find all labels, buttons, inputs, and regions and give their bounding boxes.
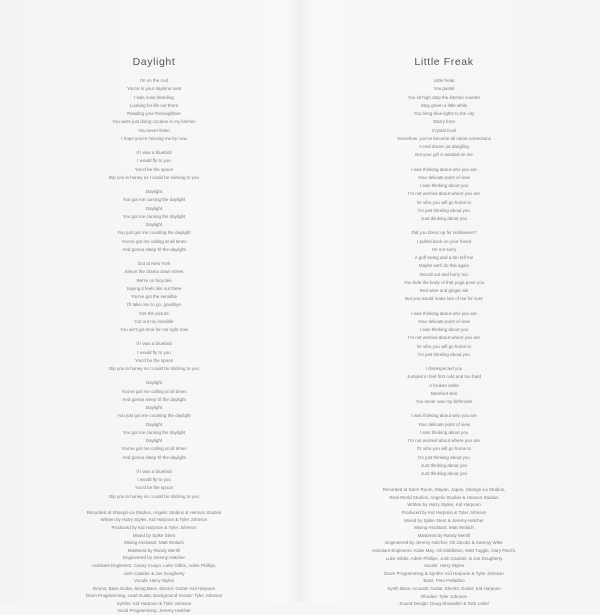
lyric-line: Red wine and ginger ale: [419, 288, 469, 293]
stanza: [24, 340, 284, 373]
lyric-line: I was thinking about who you are: [411, 413, 477, 419]
lyric-line: Starry from: [432, 119, 456, 125]
lyric-line: If I was a bluebird: [136, 341, 172, 347]
credit-line: Produced by Kid Harpoon & Tyler Johnson: [111, 524, 197, 530]
lyric-line: You hide the body of that yoga pose you: [403, 279, 485, 285]
credit-line: Mixed by Spike Stent & Jeremy Hatcher: [404, 517, 484, 523]
lyric-line: Cut out my invisible: [134, 318, 174, 324]
credit-line: Bass: Pino Palladino: [423, 578, 465, 584]
credit-line: Produced by Kid Harpoon & Tyler Johnson: [401, 510, 487, 516]
lyric-line: You pastel: [433, 86, 455, 92]
credit-line: Mastered by Randy Merrill: [417, 532, 471, 538]
song-title: Little Freak: [414, 56, 474, 68]
credit-line: Rhodes: Tyler Johnson: [421, 593, 467, 599]
stanza: [314, 77, 574, 160]
credit-line: Sound Design: Doug Showalter & Nick Lobel: [399, 601, 489, 607]
lyric-line: Or who you will go home to: [416, 199, 472, 205]
lyric-line: Simon the drama down street: [124, 269, 184, 275]
lyric-line: Daylight: [145, 205, 163, 211]
lyric-line: You've got me calling at all times: [121, 446, 187, 452]
lyric-line: Dip you in honey so I could be sticking to you: [108, 174, 200, 180]
credit-line: Luke Gibbs, Adele Phillips, Josh Caulder, & Joe Dougherty: [385, 555, 503, 561]
song-column-little-freak: [314, 56, 574, 608]
lyric-line: And gonna sleep 'til the daylight: [122, 454, 186, 460]
lyric-line: And gonna sleep 'til the daylight: [122, 396, 186, 402]
lyric-line: I disrespected you: [425, 366, 463, 371]
lyric-line: I'm just thinking about you: [418, 207, 470, 213]
lyric-line: Stay green a little while: [420, 102, 468, 108]
lyric-line: Just thinking about you: [420, 471, 468, 476]
lyric-line: I was thinking about who you are: [411, 310, 477, 316]
stanza: [314, 166, 574, 224]
lyric-line: You got me cursing the daylight: [122, 197, 186, 203]
lyric-line: I was nose bleeding: [134, 94, 174, 100]
credit-line: Vocals: Harry Styles: [423, 563, 465, 569]
lyric-line: You've got me calling at all times: [121, 388, 187, 394]
credit-line: Josh Caulder & Joe Dougherty: [123, 570, 185, 576]
song-column-daylight: [24, 56, 284, 615]
lyric-line: You just got me counting the daylight: [117, 230, 191, 236]
lyric-line: Somehow, you've become all name corrections: [397, 135, 491, 141]
song-title: Daylight: [132, 56, 176, 68]
lyric-line: Or who you will go home to: [416, 446, 472, 452]
lyric-line: You never saw my birthmark: [415, 399, 473, 404]
lyric-line: I'm not sorry: [431, 246, 457, 252]
lyric-line: Your delicate point of view: [417, 174, 471, 180]
credit-line: Drums, Bass Guitar, Moog Bass, Electric Guitar: Kid Harpoon: [92, 585, 216, 591]
lyric-line: Jumped in feet first cold and too hard: [406, 374, 482, 380]
lyric-line: Just thinking about you: [420, 462, 468, 468]
credit-line: Engineered by Jeremy Hatcher: [122, 555, 186, 561]
lyric-line: A broken ankle: [429, 382, 459, 388]
lyric-line: You'd be the spoon: [134, 485, 174, 491]
stanza: [24, 468, 284, 501]
stanza: [24, 260, 284, 334]
lyric-line: You ain't got time for me right now: [120, 327, 188, 332]
lyric-line: You were just doing cocaine in my kitchen: [112, 119, 196, 125]
lyric-line: You got me cursing the daylight: [122, 429, 186, 435]
lyric-line: You'd be the spoon: [134, 357, 174, 363]
lyric-line: Crystal Kool: [431, 127, 457, 133]
lyric-line: Saying it feels like out there: [126, 285, 182, 291]
lyric-line: You just got me counting the daylight: [117, 413, 191, 419]
lyric-line: You bring blue lights to the city: [413, 111, 475, 116]
lyric-line: Looking for life out there: [129, 102, 179, 108]
lyric-line: I'm on the roof: [139, 78, 169, 83]
credit-line: Recorded at Sarm Room, Mayan, Japan, Shangri-La Studios,: [382, 487, 506, 493]
lyric-line: You never listen: [138, 127, 170, 133]
lyric-line: Daylight: [145, 421, 163, 427]
lyric-line: Out at New York: [137, 261, 171, 266]
credit-line: Written by Harry Styles, Kid Harpoon & Tyler Johnson: [100, 517, 208, 523]
lyric-line: I would fly to you: [137, 477, 171, 482]
lyric-line: I was thinking about who you are: [411, 166, 477, 172]
stanza: [24, 77, 284, 143]
lyric-line: You sit high atop the kitchen counter: [407, 94, 481, 100]
lyric-line: We're on bicycles: [136, 277, 172, 283]
stanza: [24, 149, 284, 182]
lyric-line: I'm just thinking about you: [418, 351, 470, 357]
lyric-line: Dip you in honey so I could be sticking to you: [108, 493, 200, 499]
stanza: [24, 188, 284, 254]
credit-line: Mixed by Spike Stent: [132, 532, 176, 538]
lyric-line: Daylight: [145, 405, 163, 410]
lyric-line: A golf swing and a tan tell me: [414, 255, 474, 260]
credit-line: Drum Programming & Synths: Kid Harpoon & Tyler Johnson: [384, 570, 504, 576]
lyric-line: Did you dress up for Halloween?: [411, 230, 477, 236]
lyric-line: But you would make lots of me for sure: [405, 296, 483, 302]
lyric-line: Get the picture: [139, 310, 169, 316]
stanza: [24, 379, 284, 462]
lyrics: [314, 77, 574, 478]
credit-line: Assistant Engineers: Casey Cuayo, Luke Gibbs, Adele Phillips,: [91, 562, 217, 568]
lyric-line: I was thinking about you: [419, 327, 469, 332]
credit-line: Engineered by Jeremy Hatcher, Oli Jacobs & Sammy Witte: [385, 540, 503, 546]
lyric-line: If I was a bluebird: [136, 150, 172, 155]
lyric-line: But your girl is wasted on me: [415, 152, 473, 158]
lyric-line: Little freak: [433, 78, 455, 83]
lyric-line: I was thinking about you: [419, 183, 469, 188]
lyric-line: Recall out and hurry too: [420, 271, 468, 277]
credit-line: Assistant Engineers: Katie May, Oli Middleton, Matt Tuggle, Gary Parchi,: [371, 548, 517, 553]
lyrics: [24, 77, 284, 501]
stanza: [314, 229, 574, 303]
lyric-line: I would fly to you: [137, 158, 171, 164]
lyric-line: I was thinking about you: [419, 429, 469, 435]
credit-line: Recorded at Shangri-La Studios, Angelic Studios & Henson Studios: [86, 509, 222, 515]
lyric-line: You're in your daytime seat: [127, 86, 181, 92]
lyric-line: If I was a bluebird: [136, 468, 172, 474]
lyric-line: I'll take one to go, goodbye: [127, 302, 181, 308]
lyric-line: Dip you in honey so I could be sticking to you: [108, 366, 200, 371]
credit-line: Mixing Assistant: Matt Wolach: [414, 525, 474, 531]
stanza: [314, 412, 574, 478]
lyric-line: I'm just thinking about you: [418, 454, 470, 460]
credit-line: Vocals: Harry Styles: [133, 578, 175, 584]
credit-line: Mixing Assistant: Matt Wolach: [124, 540, 184, 546]
lyric-line: I'm not worried about where you are: [408, 335, 480, 341]
lyric-line: Daylight: [145, 380, 163, 386]
credit-line: Mastered by Randy Merrill: [127, 547, 181, 553]
lyric-line: Reading your thoroughfare: [127, 111, 181, 116]
credit-line: Synths: Kid Harpoon & Tyler Johnson: [116, 600, 192, 606]
lyric-line: Your delicate point of view: [417, 421, 471, 427]
credits: [314, 486, 574, 608]
credit-line: Vocal Programming: Jeremy Hatcher: [117, 608, 191, 614]
lyric-line: I'm not worried about where you are: [408, 191, 480, 197]
credit-line: Written by Harry Styles, Kid Harpoon: [407, 502, 481, 508]
lyric-line: Or who you will go home to: [416, 343, 472, 349]
credits: [24, 509, 284, 615]
lyric-line: Daylight: [145, 222, 163, 227]
lyric-line: Maybe we'll do this again: [418, 263, 470, 269]
lyric-line: You've got the sensible: [131, 294, 177, 299]
lyric-line: A real dream jot dangling: [419, 144, 469, 149]
stanza: [314, 365, 574, 406]
lyric-line: Your delicate point of view: [417, 318, 471, 324]
lyric-line: I pulled back on your friend: [416, 238, 472, 244]
lyric-line: Daylight: [145, 438, 163, 443]
credit-line: Drum Programming, Lead Guitar, Background Vocals: Tyler Johnson: [85, 593, 223, 599]
lyric-line: You've got me calling at all times: [121, 238, 187, 244]
lyric-line: You'd be the spoon: [134, 166, 174, 172]
lyric-line: I would fly to you: [137, 349, 171, 355]
credit-line: Real World Studios, Angelic Studios & Henson Studios: [389, 494, 499, 500]
lyric-line: You got me cursing the daylight: [122, 213, 186, 219]
lyric-line: Daylight: [145, 189, 163, 194]
stanza: [314, 310, 574, 360]
lyric-line: I hope you're missing me by now: [121, 135, 187, 141]
lyric-line: Barefoot skin: [430, 390, 458, 396]
lyric-line: I'm not worried about where you are: [408, 438, 480, 443]
lyric-line: And gonna sleep 'til the daylight: [122, 246, 186, 252]
credit-line: Synth Bass, Acoustic Guitar, Electric Guitar: Kid Harpoon: [387, 585, 501, 591]
lyric-line: Just thinking about you: [420, 216, 468, 221]
